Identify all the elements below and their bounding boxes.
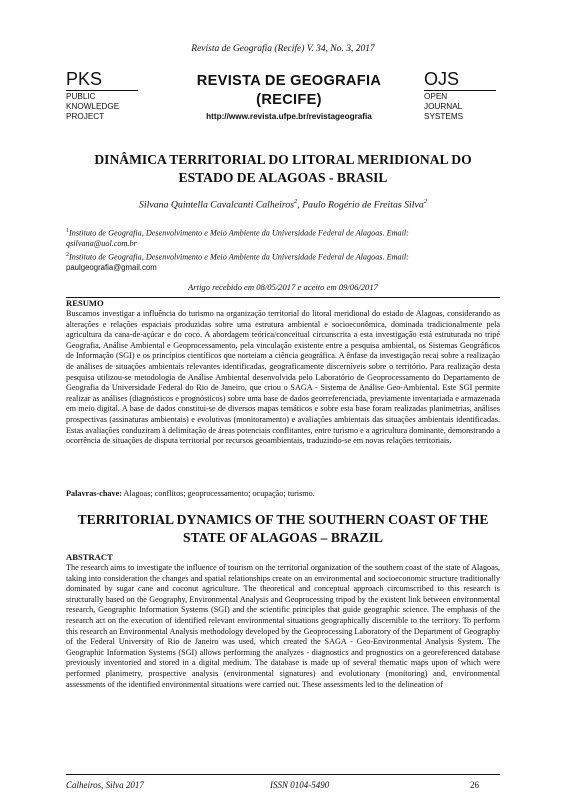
title-line: DINÂMICA TERRITORIAL DO LITORAL MERIDIONAL DO: [94, 152, 472, 167]
keywords-list: Alagoas; conflitos; geoprocessamento; ocupação; turismo.: [123, 489, 315, 498]
pks-divider: [66, 90, 138, 91]
title-line: ESTADO DE ALAGOAS - BRASIL: [178, 170, 388, 185]
page-number: 26: [470, 780, 479, 790]
pks-logo: [66, 70, 138, 122]
journal-city: (RECIFE): [256, 92, 322, 108]
pks-line: PROJECT: [66, 112, 105, 121]
footer-issn: ISSN 0104-5490: [270, 780, 330, 790]
pks-line: PUBLIC: [66, 92, 96, 101]
ojs-logo-text: OJS: [424, 69, 460, 89]
affiliation-mark: 1: [66, 228, 69, 234]
ojs-line: SYSTEMS: [424, 112, 464, 121]
ojs-line: OPEN: [424, 92, 448, 101]
ojs-logo: [424, 70, 496, 122]
pks-logo-text: PKS: [66, 69, 103, 89]
author-name: Silvana Quintella Cavalcanti Calheiros: [139, 199, 295, 211]
received-date: Artigo recebido em 08/05/2017 e aceito em 09/06/2017: [188, 282, 378, 292]
keywords-label: Palavras-chave:: [66, 489, 122, 498]
article-title-pt: [60, 151, 506, 187]
journal-name: REVISTA DE GEOGRAFIA: [196, 73, 382, 89]
title-line: TERRITORIAL DYNAMICS OF THE SOUTHERN COAST OF THE: [77, 512, 489, 527]
author-affiliation-mark: 2: [423, 198, 427, 205]
affiliation-text: Instituto de Geografia, Desenvolvimento e Meio Ambiente da Universidade Federal de Alagoas. Email:: [69, 228, 409, 238]
pks-line: KNOWLEDGE: [66, 102, 120, 111]
author-separator: ,: [297, 199, 303, 211]
title-line: STATE OF ALAGOAS – BRAZIL: [183, 530, 383, 545]
resumo-text: Buscamos investigar a influência do turismo na organização territorial do litoral meridional do estado de Alagoas, considerando as alterações e relações espaciais produzidas sobre uma estrutura ambiental e socioeconômica, dominada tradicionalmente pela agricultura da cana-de-açúcar e do coco. A abordagem teórica/conceitual circunscrita a esta investigação está estruturada no tripé Geografia, Análise Ambiental e Geoprocessamento, pela vinculação existente entre a pesquisa ambiental, os Sistemas Geográficos de Informação (SGI) e os princípios científicos que norteiam a ciência geográfica. A ênfase da investigação recai sobre a realização de análises de situações ambientais relevantes identificadas, geograficamente discerníveis sobre o território. Para realização desta pesquisa utilizou-se metodologia de Análise Ambiental desenvolvida pelo Laboratório de Geoprocessamento do Departamento de Geografia da Universidade Federal do Rio de Janeiro, que criou o SAGA - Sistema de Análise Geo-Ambiental. Este SGI permite realizar as análises (diagnósticos e prognósticos) sobre uma base de dados georreferenciada, previamente inventariada e armazenada em meio digital. A base de dados constitui-se de diversos mapas temáticos e sobre esta base foram realizadas planimetrias, análises prospectivas (assinaturas ambientais) e evolutivas (monitoramento) e avaliações ambientais das situações ambientais identificadas. Estas avaliações conduziram à delimitação de áreas potenciais conflitantes, entre turismo e a agricultura dominante, demonstrando a ocorrência de situações de disputa territorial por recursos geoambientais, traduzindo-se em novas relações territoriais.: [66, 309, 500, 446]
keywords: [66, 489, 500, 500]
article-title-en: [60, 511, 506, 547]
journal-title-block: [158, 72, 420, 123]
ojs-divider: [424, 90, 496, 91]
journal-masthead: [66, 70, 498, 130]
abstract-heading: ABSTRACT: [66, 552, 113, 562]
authors: [60, 198, 506, 210]
ojs-line: JOURNAL: [424, 102, 463, 111]
author-name: Paulo Rogério de Freitas Silva: [302, 199, 424, 211]
affiliation-email[interactable]: qsilvana@uol.com.br: [66, 239, 137, 249]
affiliation-2: [66, 250, 500, 274]
footer-divider: [66, 774, 500, 775]
section-divider: [66, 297, 500, 298]
author-affiliation-mark: 2: [294, 198, 298, 205]
affiliation-1: [66, 226, 500, 250]
resumo-heading: RESUMO: [66, 298, 104, 308]
journal-url-link[interactable]: http://www.revista.ufpe.br/revistageografia: [206, 112, 372, 121]
running-header: Revista de Geografia (Recife) V. 34, No. 3, 2017: [191, 44, 375, 54]
footer-citation: Calheiros, Silva 2017: [66, 780, 144, 790]
affiliation-mark: 2: [66, 252, 69, 258]
affiliation-email[interactable]: paulgeografia@gmail.com: [66, 263, 157, 273]
affiliation-text: Instituto de Geografia, Desenvolvimento e Meio Ambiente da Universidade Federal de Alagoas. Email:: [69, 252, 409, 262]
abstract-text: The research aims to investigate the influence of tourism on the territorial organization of the southern coast of the state of Alagoas, taking into consideration the changes and spatial relationships create on an environmental and socioeconomic structure traditionally dominated by sugar cane and coconut agriculture. The theoretical and conceptual approach circumscribed to this research is structurally based on the Geography, Environmental Analysis and Geoprocessing tripod by the existent link between environmental research, Geographic Information Systems (SGI) and the scientific principles that guide geographic science. The emphasis of the research act on the execution of identified relevant environmental situations geographically discernible to the territory. To perform this research an Environmental Analysis methodology developed by the Geoprocessing Laboratory of the Department of Geography of the Federal University of Rio de Janeiro was used, which created the SAGA - Geo-Environmental Analysis System. The Geographic Information Systems (SGI) allows performing the analyzes - diagnostics and prognostics on a georeferenced database previously inventoried and stored in a digital medium. The database is made up of several thematic maps upon of which were performed planimetry, prospective analysis (environmental signatures) and evolutionary (monitoring) and, environmental assessments of the identified environmental situations were carried out. These assessments led to the delineation of: [66, 563, 500, 689]
